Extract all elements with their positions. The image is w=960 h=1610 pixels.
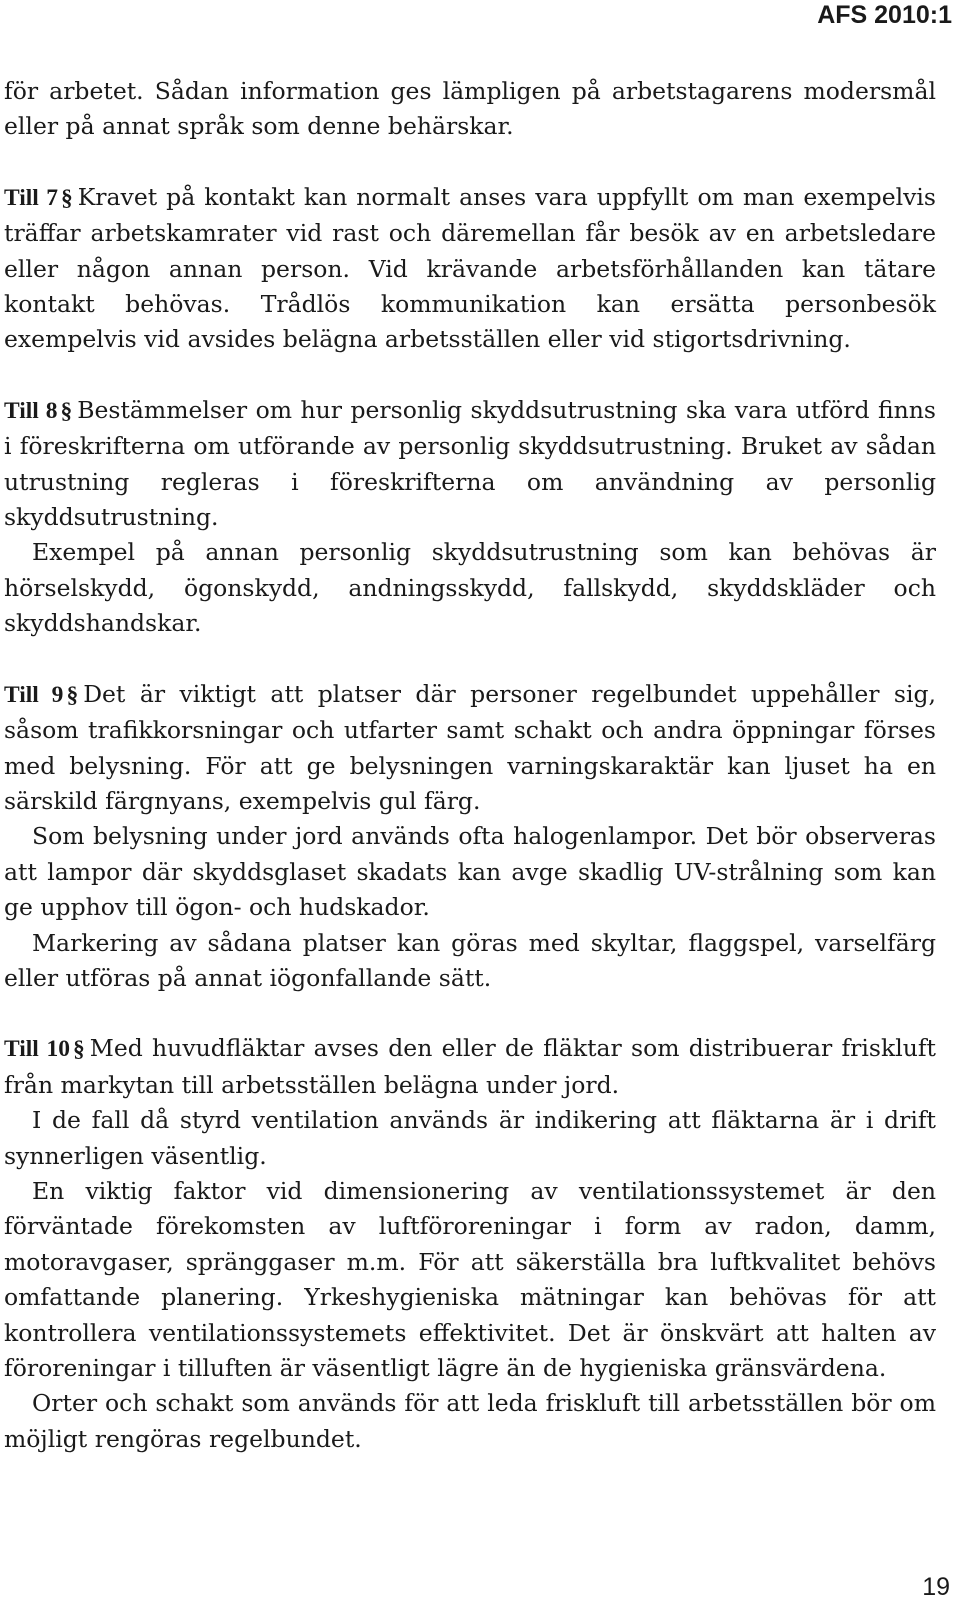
section-heading: Till 10 xyxy=(4,1036,71,1063)
section-heading: Till 9 xyxy=(4,681,64,708)
paragraph: Exempel på annan personlig skyddsutrustning som kan behövas är hörselskydd, ögonskydd, andningsskydd, fallskydd, skyddskläder och skyddshandskar. xyxy=(4,538,936,638)
page-number: 19 xyxy=(922,1573,950,1601)
paragraph-text: Det är viktigt att platser där personer regelbundet uppehåller sig, såsom trafikkorsningar och utfarter samt schakt och andra öppningar förses med belysning. För att ge belysningen varningskaraktär kan ljuset ha en särskild färgnyans, exempelvis gul färg. xyxy=(4,679,936,815)
paragraph: Orter och schakt som används för att leda friskluft till arbetsställen bör om möjligt rengöras regelbundet. xyxy=(4,1389,936,1453)
paragraph: Som belysning under jord används ofta halogenlampor. Det bör observeras att lampor där skyddsglaset skadats kan avge skadlig UV-strålning som kan ge upphov till ögon- och hudskador. xyxy=(4,822,936,922)
paragraph: En viktig faktor vid dimensionering av ventilationssystemet är den förväntade förekomsten av luftföroreningar i form av radon, damm, motoravgaser, spränggaser m.m. För att säkerställa bra luftkvalitet behövs omfattande planering. Yrkeshygieniska mätningar kan behövas för att kontrollera ventilationssystemets effektivitet. Det är önskvärt att halten av föroreningar i tilluften är väsentligt lägre än de hygieniska gränsvärdena. xyxy=(4,1176,936,1382)
section-till-9 xyxy=(4,677,936,997)
paragraph-text: Bestämmelser om hur personlig skyddsutrustning ska vara utförd finns i föreskrifterna om utförande av personlig skyddsutrustning. Bruket av sådan utrustning regleras i föreskrifterna om användning av personlig skyddsutrustning. xyxy=(4,395,936,532)
section-till-10 xyxy=(4,1031,936,1457)
section-sign: § xyxy=(66,681,79,708)
paragraph xyxy=(4,180,936,358)
section-heading: Till 7 xyxy=(4,184,58,211)
paragraph-text: Med huvudfläktar avses den eller de fläktar som distribuerar friskluft från markytan till arbetsställen belägna under jord. xyxy=(4,1034,936,1099)
section-intro xyxy=(4,74,936,145)
section-till-8 xyxy=(4,393,936,642)
page-body xyxy=(4,74,936,1457)
document-code: AFS 2010:1 xyxy=(817,1,952,29)
section-sign: § xyxy=(60,397,73,424)
paragraph: för arbetet. Sådan information ges lämpligen på arbetstagarens modersmål eller på annat språk som denne behärskar. xyxy=(4,77,936,141)
paragraph xyxy=(4,677,936,820)
section-heading: Till 8 xyxy=(4,397,58,424)
paragraph xyxy=(4,1031,936,1103)
section-sign: § xyxy=(73,1036,85,1063)
section-till-7 xyxy=(4,180,936,358)
paragraph xyxy=(4,393,936,536)
section-sign: § xyxy=(61,184,73,211)
paragraph: I de fall då styrd ventilation används är indikering att fläktarna är i drift synnerligen väsentlig. xyxy=(4,1106,936,1170)
paragraph: Markering av sådana platser kan göras med skyltar, flaggspel, varselfärg eller utföras på annat iögonfallande sätt. xyxy=(4,928,936,992)
paragraph-text: Kravet på kontakt kan normalt anses vara uppfyllt om man exempelvis träffar arbetskamrater vid rast och däremellan får besök av en arbetsledare eller någon annan person. Vid krävande arbetsförhållanden kan tätare kontakt behövas. Trådlös kommunikation kan ersätta personbesök exempelvis vid avsides belägna arbetsställen eller vid stigortsdrivning. xyxy=(4,182,936,354)
